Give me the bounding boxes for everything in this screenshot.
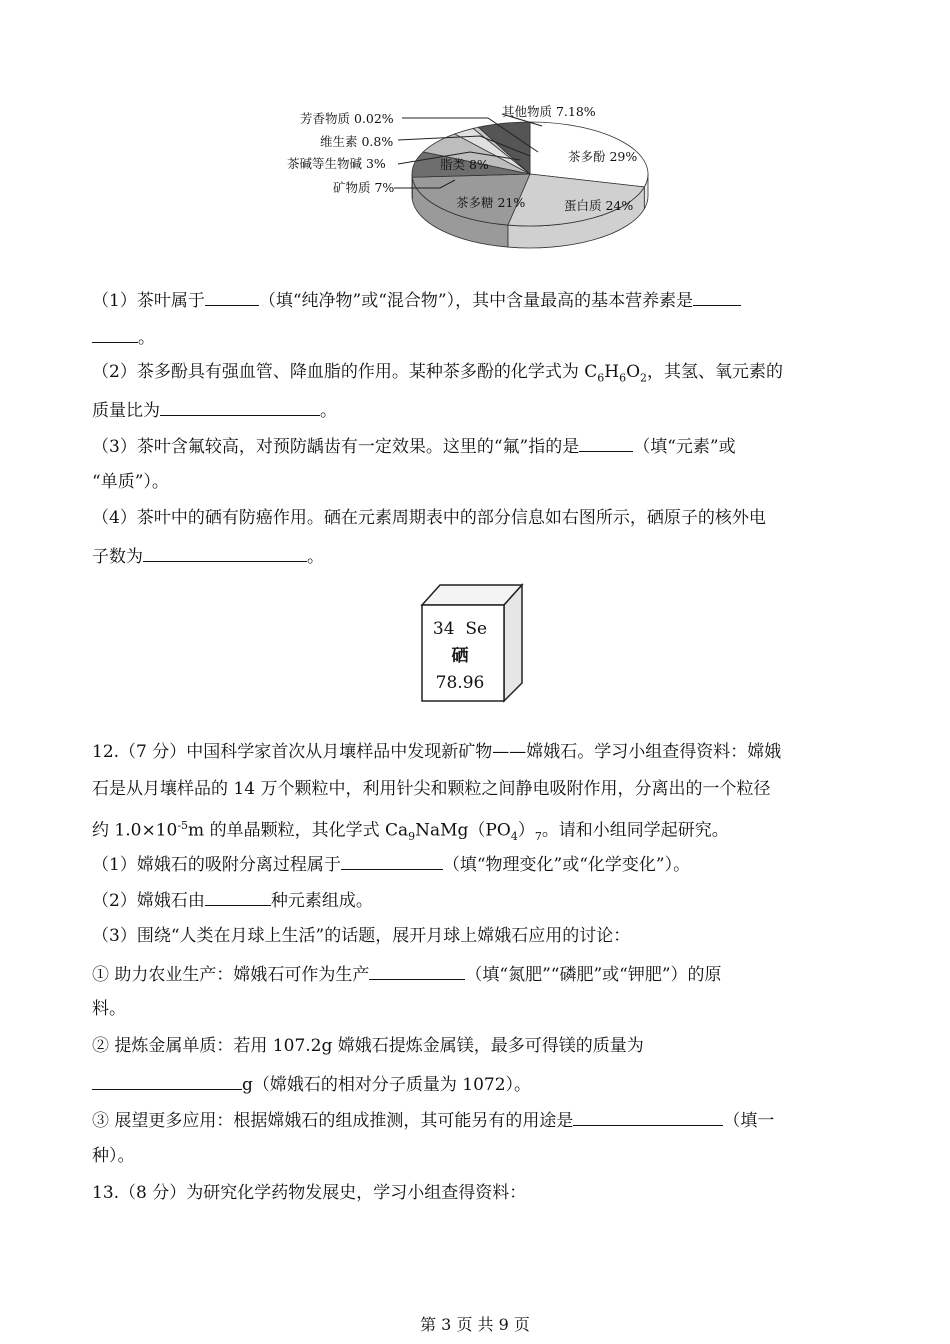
q12-item2-line2: g（嫦娥石的相对分子质量为 1072）。 [92,1071,531,1097]
page-footer: 第 3 页 共 9 页 [420,1315,530,1334]
answer-blank[interactable] [143,543,307,562]
q12-item3-line1: ③ 展望更多应用：根据嫦娥石的组成推测，其可能另有的用途是 （填一 [92,1107,774,1133]
pie-label-mineral: 矿物质 7% [333,180,395,195]
pie-slices [412,122,648,248]
element-number-symbol: 34 Se [432,619,488,639]
q12-line2: 石是从月壤样品的 14 万个颗粒中，利用针尖和颗粒之间静电吸附作用，分离出的一个粒径 [92,779,771,799]
element-cell-content [422,616,498,697]
pie-label-vitamin: 维生素 0.8% [320,134,394,149]
q11-part1-line1: （1）茶叶属于 （填“纯净物”或“混合物”），其中含量最高的基本营养素是 [92,287,741,313]
answer-blank[interactable] [341,851,443,870]
pie-label-aromatic: 芳香物质 0.02% [300,111,394,126]
element-mass: 78.96 [435,673,485,693]
q12-part1: （1）嫦娥石的吸附分离过程属于 （填“物理变化”或“化学变化”）。 [92,851,690,877]
q11-part2-line1: （2）茶多酚具有强血管、降血脂的作用。某种茶多酚的化学式为 $C_6H_6O_2$，其氢、氧元素的 [92,362,783,385]
q11-part2-line2: 质量比为 。 [92,397,337,423]
q13-line1: 13.（8 分）为研究化学药物发展史，学习小组查得资料： [92,1183,527,1203]
pie-label-lipid: 脂类 8% [440,157,489,172]
q11-part3-line1: （3）茶叶含氟较高，对预防龋齿有一定效果。这里的“氟”指的是 （填“元素”或 [92,433,736,459]
answer-blank[interactable] [579,433,633,452]
element-name: 硒 [451,646,469,666]
answer-blank[interactable] [92,324,138,343]
q12-item2-line1: ② 提炼金属单质：若用 107.2g 嫦娥石提炼金属镁，最多可得镁的质量为 [92,1036,644,1056]
q11-part4-line2: 子数为 。 [92,543,324,569]
answer-blank[interactable] [92,1071,242,1090]
pie-label-alkaloid: 茶碱等生物碱 3% [287,156,386,171]
pie-label-other: 其他物质 7.18% [502,104,596,119]
q11-part3-line2: “单质”）。 [92,472,169,492]
pie-label-polyphenol: 茶多酚 29% [568,149,638,164]
q12-line3: 约 $1.0\times 10^{-5}m$ 的单晶颗粒，其化学式 $Ca_9NaMg(PO_4)_7$。请和小组同学起研究。 [92,819,729,844]
pie-label-polysaccharide: 茶多糖 21% [456,195,526,210]
q12-item3-line2: 种）。 [92,1146,135,1166]
answer-blank[interactable] [205,287,259,306]
q12-part2: （2）嫦娥石由 种元素组成。 [92,887,373,913]
pie-label-protein: 蛋白质 24% [564,198,634,213]
q12-item1-line2: 料。 [92,999,126,1019]
q12-line1: 12.（7 分）中国科学家首次从月壤样品中发现新矿物——嫦娥石。学习小组查得资料：嫦娥 [92,742,782,762]
q11-part4-line1: （4）茶叶中的硒有防癌作用。硒在元素周期表中的部分信息如右图所示，硒原子的核外电 [92,508,766,528]
answer-blank[interactable] [573,1107,723,1126]
tea-composition-pie-chart [280,96,680,276]
answer-blank[interactable] [369,961,465,980]
answer-blank[interactable] [160,397,320,416]
q11-part1-line2: 。 [92,324,155,350]
q12-item1-line1: ① 助力农业生产：嫦娥石可作为生产 （填“氮肥”“磷肥”或“钾肥”）的原 [92,961,722,987]
answer-blank[interactable] [205,887,271,906]
answer-blank[interactable] [693,287,741,306]
q12-part3: （3）围绕“人类在月球上生活”的话题，展开月球上嫦娥石应用的讨论： [92,926,631,946]
